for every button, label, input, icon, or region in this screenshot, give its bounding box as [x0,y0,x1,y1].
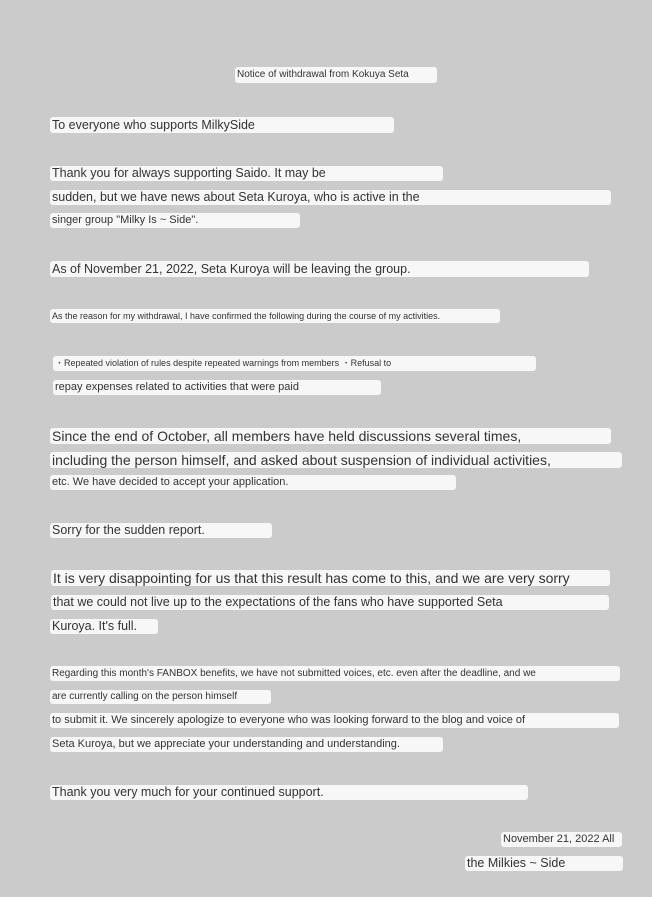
intro-line-3: singer group "Milky Is ~ Side". [50,213,300,228]
disappointment-line-1: It is very disappointing for us that this result has come to this, and we are very sorry [51,570,610,586]
fanbox-line-1: Regarding this month's FANBOX benefits, we have not submitted voices, etc. even after the deadline, and we [50,666,620,681]
fanbox-line-4: Seta Kuroya, but we appreciate your understanding and understanding. [50,737,443,752]
thanks-closing: Thank you very much for your continued support. [50,785,528,800]
apology-short: Sorry for the sudden report. [50,523,272,538]
disappointment-line-2: that we could not live up to the expectations of the fans who have supported Seta [51,595,609,610]
greeting: To everyone who supports MilkySide [50,117,394,133]
withdrawal-date-statement: As of November 21, 2022, Seta Kuroya will be leaving the group. [50,261,589,277]
discussion-line-3: etc. We have decided to accept your application. [50,475,456,490]
reason-item-2: repay expenses related to activities that were paid [53,380,381,395]
discussion-line-1: Since the end of October, all members have held discussions several times, [50,428,611,444]
reason-intro: As the reason for my withdrawal, I have confirmed the following during the course of my activities. [50,309,500,323]
fanbox-line-2: are currently calling on the person himself [50,690,271,704]
fanbox-line-3: to submit it. We sincerely apologize to everyone who was looking forward to the blog and voice of [50,713,619,728]
reason-item-1: ・Repeated violation of rules despite repeated warnings from members ・Refusal to [53,356,536,371]
intro-line-2: sudden, but we have news about Seta Kuroya, who is active in the [50,190,611,205]
disappointment-line-3: Kuroya. It's full. [50,619,158,634]
intro-line-1: Thank you for always supporting Saido. It may be [50,166,443,181]
signature-date: November 21, 2022 All [501,832,622,847]
notice-title: Notice of withdrawal from Kokuya Seta [235,67,437,83]
discussion-line-2: including the person himself, and asked about suspension of individual activities, [50,452,622,468]
signature-from: the Milkies ~ Side [465,856,623,871]
